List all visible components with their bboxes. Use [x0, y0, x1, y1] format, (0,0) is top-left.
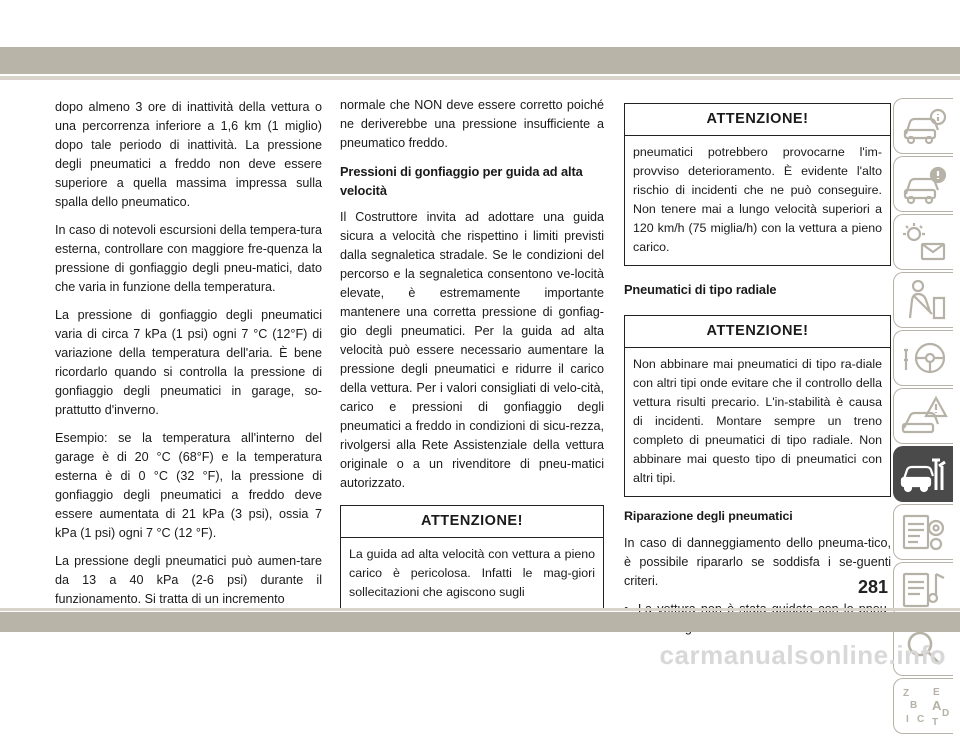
warning-light-icon	[900, 220, 948, 264]
paragraph: In caso di notevoli escursioni della tempera-tura esterna, controllare con maggiore fre-quenza la pressione di gonfiaggio degli pneu-matici, dato che varia in funzione della temperatura.	[55, 223, 322, 294]
header-band	[0, 0, 960, 82]
specs-gear-icon	[900, 510, 948, 554]
warning-text: pneumatici potrebbero provocarne l'im-provviso deterioramento. È evidente l'alto rischio di incidenti che ne può conseguire. Non tenere mai a lungo velocità superiori a 120 km/h (75 miglia/h) con la vettura a pieno carico.	[633, 145, 882, 254]
warning-box	[340, 505, 604, 611]
tab-car-info[interactable]	[893, 98, 953, 154]
section-heading: Riparazione degli pneumatici	[624, 509, 793, 523]
tab-safety[interactable]	[893, 272, 953, 328]
svg-text:A: A	[932, 698, 942, 713]
car-info-icon	[900, 104, 948, 148]
warning-title: ATTENZIONE!	[625, 104, 890, 136]
emergency-triangle-icon	[900, 394, 948, 438]
watermark	[0, 640, 960, 671]
paragraph: Il Costruttore invita ad adottare una guida sicura a velocità che rispettino i limiti previsti dalla segnaletica stradale. Se le condizioni del percorso e la segnaletica consentono ve-locità elevate, è estremamente importante mantenere una corretta pressione di gonfiag-gio degli pneumatici. Per la guida ad alta velocità può essere necessario aumentare la pressione degli pneumatici e ridurre il carico della vettura. Per i valori consigliati di velo-cità, carico e pressioni di gonfiaggio degli pneumatici a freddo in condizioni di sicu-rezza, rivolgersi alla Rete Assistenziale della vettura originale o a un rivenditore di pneu-matici autorizzato.	[340, 210, 604, 490]
page-number: 281	[858, 577, 889, 597]
footer-line	[0, 608, 960, 611]
tab-index[interactable]	[893, 678, 953, 734]
section-heading: Pneumatici di tipo radiale	[624, 282, 777, 297]
car-warning-icon	[900, 162, 948, 206]
steering-wheel-icon	[900, 336, 948, 380]
tab-starting-driving[interactable]	[893, 330, 953, 386]
multimedia-icon	[900, 568, 948, 612]
warning-box	[624, 103, 891, 266]
paragraph: dopo almeno 3 ore di inattività della vettura o una percorrenza inferiore a 1,6 km (1 miglio) dopo tale periodo di inattività. La pressione degli pneumatici a freddo non deve essere superiore a quella massima impressa sulla spalla dello pneumatico.	[55, 100, 322, 209]
tab-emergency[interactable]	[893, 388, 953, 444]
paragraph: In caso di danneggiamento dello pneuma-tico, è possibile ripararlo se soddisfa i se-guenti criteri.	[624, 536, 891, 588]
car-wrench-icon	[900, 452, 948, 496]
warning-title: ATTENZIONE!	[625, 316, 890, 348]
svg-text:B: B	[910, 700, 918, 711]
paragraph: normale che NON deve essere corretto poiché ne deriverebbe una pressione insufficiente a pneumatico freddo.	[340, 98, 604, 150]
svg-text:I: I	[906, 714, 909, 725]
svg-text:C: C	[917, 714, 925, 725]
svg-text:Z: Z	[903, 688, 910, 699]
footer-band	[0, 612, 960, 632]
alphabet-index-icon	[900, 684, 948, 728]
tab-car-warning[interactable]	[893, 156, 953, 212]
paragraph: La pressione degli pneumatici può aumen-tare da 13 a 40 kPa (2-6 psi) durante il funzionamento. Si tratta di un incremento	[55, 554, 322, 606]
svg-text:D: D	[942, 708, 950, 719]
safety-icon	[900, 278, 948, 322]
column-2	[340, 96, 604, 621]
section-heading: Pressioni di gonfiaggio per guida ad alta velocità	[340, 164, 583, 198]
warning-title: ATTENZIONE!	[341, 506, 603, 538]
header-band-stripe	[0, 47, 960, 74]
warning-text: Non abbinare mai pneumatici di tipo ra-diale con altri tipi onde evitare che il controllo della vettura risulti precario. L'in-stabilità è causa di incidenti. Montare sempre un treno completo di pneumatici di tipo radiale. Non abbinare mai questo tipo di pneumatici con altri tipi.	[633, 357, 882, 485]
column-3	[624, 103, 891, 638]
tab-lights-messages[interactable]	[893, 214, 953, 270]
warning-text: La guida ad alta velocità con vettura a pieno carico è pericolosa. Infatti le mag-giori sollecitazioni che agiscono sugli	[349, 547, 595, 599]
svg-text:T: T	[932, 717, 939, 728]
tab-technical-specs[interactable]	[893, 504, 953, 560]
watermark-text: carmanualsonline.info	[659, 640, 946, 670]
svg-text:E: E	[933, 687, 940, 698]
paragraph: Esempio: se la temperatura all'interno del garage è di 20 °C (68°F) e la temperatura esterna è di 0 °C (32 °F), la pressione di gonfiaggio degli pneumatici a freddo deve essere aumentata di 21 kPa (3 psi), ossia 7 kPa (1 psi) ogni 7 °C (12 °F).	[55, 431, 322, 540]
tab-servicing-maintenance[interactable]	[893, 446, 953, 502]
column-1	[55, 98, 322, 618]
header-band-line	[0, 76, 960, 80]
paragraph: La pressione di gonfiaggio degli pneumatici varia di circa 7 kPa (1 psi) ogni 7 °C (12°F) di variazione della temperatura dell'aria. È bene ricordarlo quando si controlla la pressione di gonfiaggio degli pneumatici in garage, so-prattutto d'inverno.	[55, 308, 322, 417]
warning-box	[624, 315, 891, 497]
